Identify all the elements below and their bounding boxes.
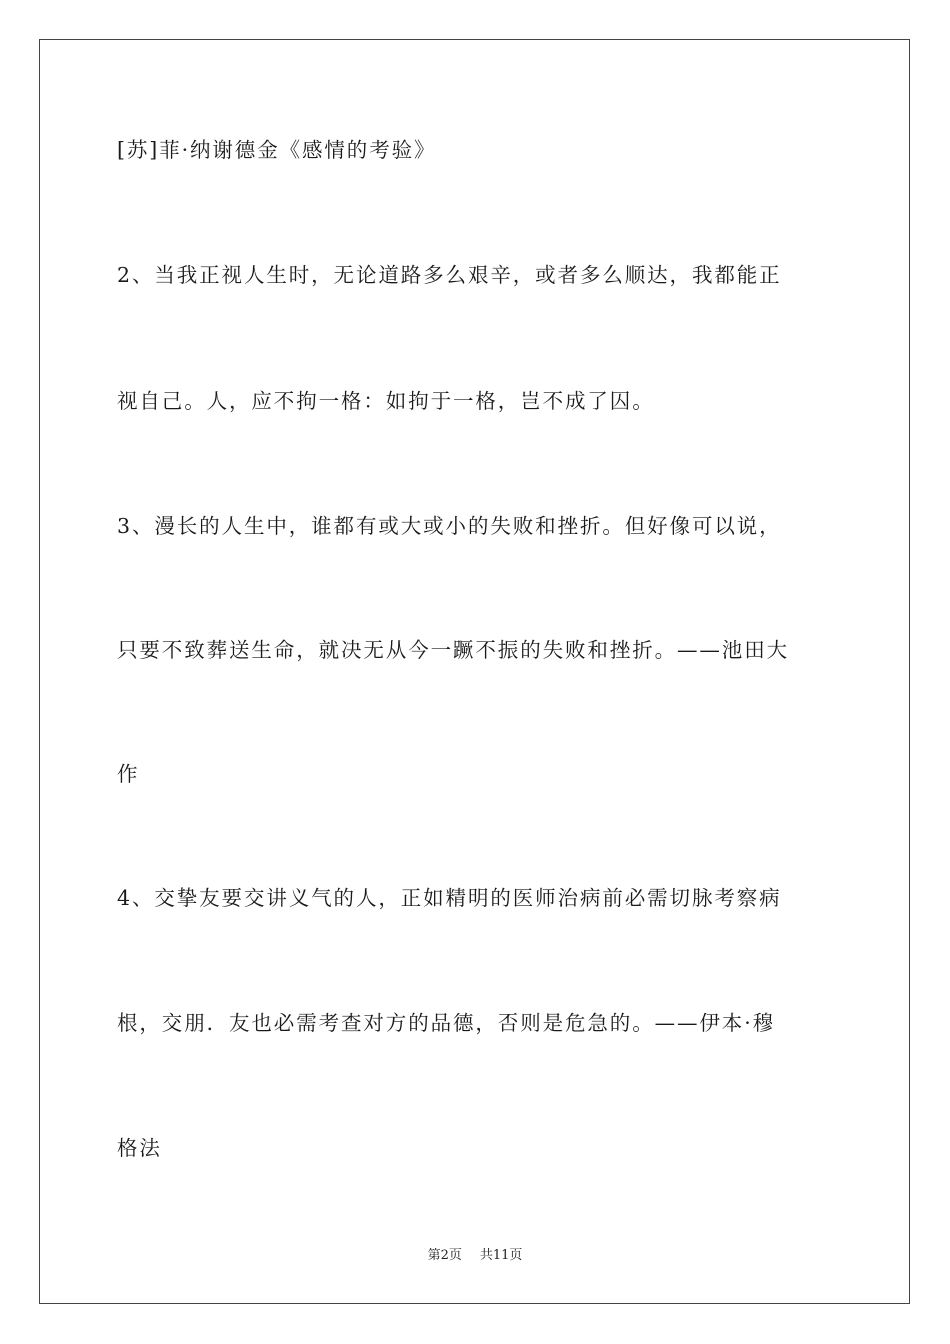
text-line-quote-3b: 只要不致葬送生命，就决无从今一蹶不振的失败和挫折。——池田大 (117, 638, 789, 662)
page-number: 第2页 (427, 1248, 462, 1263)
text-line-quote-4b: 根，交朋．友也必需考查对方的品德，否则是危急的。——伊本·穆 (117, 1011, 776, 1035)
text-line-quote-4c: 格法 (117, 1136, 162, 1160)
page-frame (39, 39, 910, 1304)
text-line-quote-2a: 2、当我正视人生时，无论道路多么艰辛，或者多么顺达，我都能正 (117, 263, 782, 287)
text-line-source: [苏]菲·纳谢德金《感情的考验》 (117, 138, 437, 162)
page-footer (0, 1248, 950, 1264)
text-line-quote-4a: 4、交挚友要交讲义气的人，正如精明的医师治病前必需切脉考察病 (117, 886, 782, 910)
page-total: 共11页 (479, 1248, 523, 1263)
text-line-quote-3a: 3、漫长的人生中，谁都有或大或小的失败和挫折。但好像可以说， (117, 514, 782, 538)
text-line-quote-3c: 作 (117, 762, 140, 786)
text-line-quote-2b: 视自己。人，应不拘一格：如拘于一格，岂不成了囚。 (117, 389, 655, 413)
